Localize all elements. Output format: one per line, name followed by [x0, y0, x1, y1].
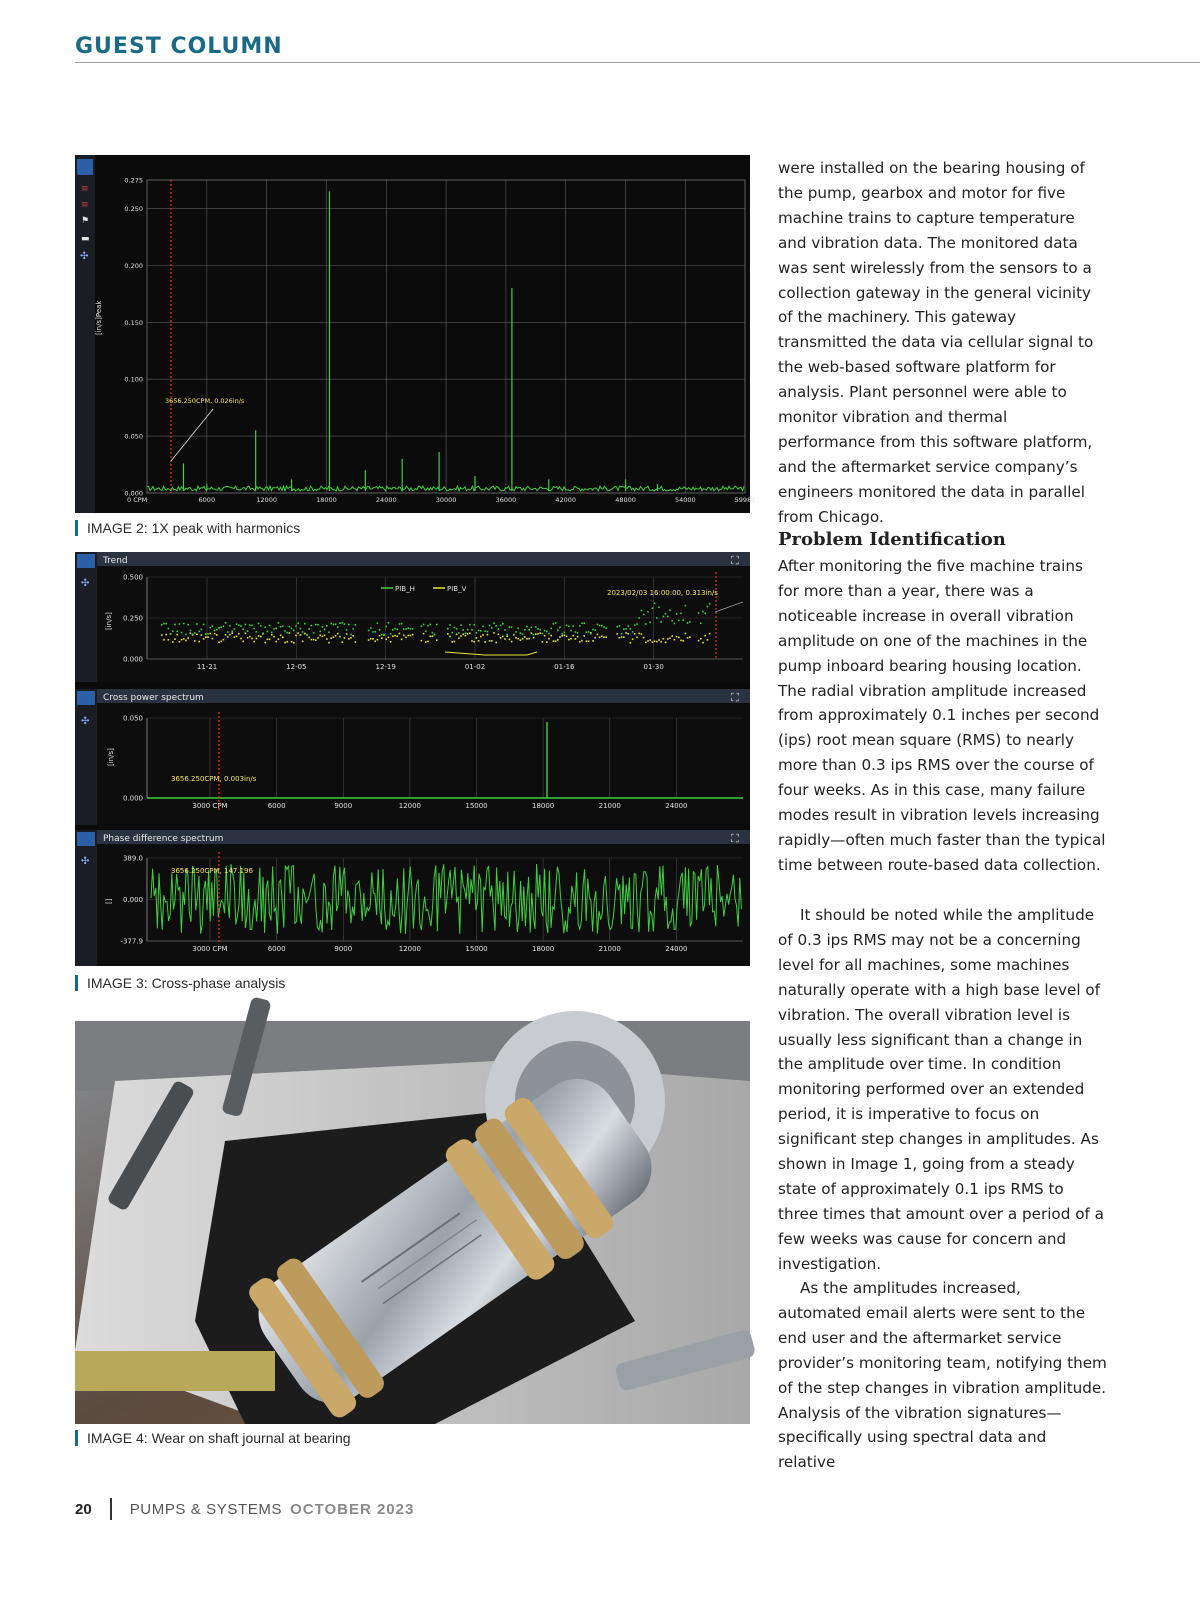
x-tick-label: 24000	[665, 802, 688, 810]
y-tick-label: 0.000	[122, 794, 143, 803]
publication-name: PUMPS & SYSTEMS	[129, 1500, 283, 1518]
y-tick-label: 0.050	[122, 714, 143, 723]
y-tick-label: 0.250	[124, 204, 143, 213]
article-paragraph-4: As the amplitudes increased, automated email alerts were sent to the end user and the aftermarket service provider’s monitoring team, notifying them of the step changes in vibration amplitude. Analysis of the vibration signatures—specifically using spectral data and relative	[778, 1279, 1107, 1472]
x-tick-label: 15000	[465, 802, 488, 810]
y-tick-label: -377.9	[120, 937, 143, 946]
x-tick-label: 12-05	[286, 663, 307, 671]
y-tick-label: 0.250	[122, 614, 143, 623]
figure-3-caption: IMAGE 3: Cross-phase analysis	[75, 975, 285, 991]
panel-menu-button[interactable]	[77, 691, 95, 705]
figure-4-caption: IMAGE 4: Wear on shaft journal at bearing	[75, 1430, 351, 1446]
x-tick-label: 01-30	[643, 663, 664, 671]
phase-diff-panel	[75, 830, 750, 966]
x-tick-label: 21000	[598, 945, 621, 953]
y-tick-label: 0.000	[124, 489, 143, 498]
svg-text:≡: ≡	[81, 200, 89, 210]
phase-cursor-label: 3656.250CPM, 147.196	[171, 867, 253, 875]
trend-cursor-label: 2023/02/03 16:00:00, 0.313in/s	[607, 589, 718, 597]
cross-cursor-label: 3656.250CPM, 0.003in/s	[171, 775, 257, 783]
y-tick-label: 0.100	[124, 375, 143, 384]
y-tick-label: 0.275	[124, 176, 143, 185]
cross-ylabel: [in/s]	[107, 748, 115, 766]
section-label: GUEST COLUMN	[75, 34, 283, 59]
move-icon[interactable]: ✣	[81, 856, 90, 867]
page-footer	[75, 1498, 414, 1520]
x-tick-label: 0 CPM	[127, 496, 148, 504]
x-tick-label: 6000	[267, 802, 286, 810]
x-tick-label: 6000	[198, 496, 216, 504]
expand-icon[interactable]: ⛶	[731, 554, 739, 567]
x-tick-label: 12-19	[375, 663, 396, 671]
footer-divider	[110, 1498, 112, 1520]
x-tick-label: 01-16	[554, 663, 575, 671]
x-tick-label: 59981	[734, 496, 756, 504]
legend-pib-h: PIB_H	[395, 585, 415, 593]
legend-pib-v: PIB_V	[447, 585, 467, 593]
article-subhead: Problem Identification	[778, 529, 1006, 550]
x-tick-label: 12000	[256, 496, 277, 504]
x-tick-label: 3000 CPM	[192, 945, 228, 953]
svg-text:✣: ✣	[80, 251, 89, 262]
figure-3-cross-phase	[75, 552, 750, 966]
x-tick-label: 12000	[398, 945, 422, 953]
issue-date: OCTOBER 2023	[290, 1500, 415, 1518]
shaft-photo	[75, 1021, 750, 1424]
y-tick-label: 0.150	[124, 318, 143, 327]
x-tick-label: 15000	[465, 945, 488, 953]
cross-title: Cross power spectrum	[103, 693, 204, 703]
x-tick-label: 18000	[316, 496, 337, 504]
x-tick-label: 24000	[665, 945, 688, 953]
panel-menu-button[interactable]	[77, 832, 95, 846]
x-tick-label: 36000	[495, 496, 517, 504]
y-tick-label: 0.500	[122, 573, 143, 582]
panel-menu-button[interactable]	[77, 554, 95, 568]
move-icon[interactable]: ✣	[81, 578, 90, 589]
y-tick-label: 0.000	[122, 655, 143, 664]
trend-ylabel: [in/s]	[105, 612, 113, 630]
x-tick-label: 12000	[398, 802, 422, 810]
expand-icon[interactable]: ⛶	[731, 691, 739, 704]
cursor-label: 3656.250CPM, 0.026in/s	[165, 397, 245, 405]
x-tick-label: 24000	[375, 496, 397, 504]
y-tick-label: 0.000	[122, 896, 143, 904]
x-tick-label: 18000	[531, 945, 555, 953]
phase-ylabel: []	[105, 898, 113, 904]
spectrum-chart	[75, 155, 756, 513]
cross-power-panel	[75, 689, 750, 825]
trend-panel	[75, 552, 750, 682]
x-tick-label: 6000	[267, 945, 286, 953]
y-axis-label: [in/s]Peak	[95, 300, 103, 335]
page-number: 20	[75, 1500, 92, 1518]
article-paragraph-2: After monitoring the five machine trains for more than a year, there was a noticeable increase in overall vibration amplitude on one of the machines in the pump inboard bearing housing location. The radial vibration amplitude increased from approximately 0.1 inches per second (ips) root mean square (RMS) to nearly more than 0.3 ips RMS over the course of four weeks. As in this case, many failure modes result in vibration levels increasing rapidly—often much faster than the typical time between route-based data collection.	[778, 557, 1106, 874]
x-tick-label: 9000	[334, 945, 353, 953]
y-tick-label: 0.050	[124, 432, 143, 441]
x-tick-label: 42000	[555, 496, 577, 504]
move-icon[interactable]: ✣	[81, 716, 90, 727]
y-tick-label: 0.200	[124, 261, 143, 270]
figure-4-shaft-photo	[75, 1021, 750, 1424]
svg-text:≡: ≡	[81, 184, 89, 194]
x-tick-label: 11-21	[196, 663, 218, 671]
x-tick-label: 01-02	[464, 663, 486, 671]
x-tick-label: 18000	[531, 802, 555, 810]
x-tick-label: 21000	[598, 802, 621, 810]
x-tick-label: 9000	[334, 802, 353, 810]
svg-text:⚑: ⚑	[81, 216, 90, 226]
figure-2-spectrum	[75, 155, 756, 513]
figure-2-caption: IMAGE 2: 1X peak with harmonics	[75, 520, 300, 536]
trend-title: Trend	[103, 556, 128, 566]
article-paragraph-1: were installed on the bearing housing of the pump, gearbox and motor for five machine trains to capture temperature and vibration data. The monitored data was sent wirelessly from the sensors to a collection gateway in the general vicinity of the machinery. This gateway transmitted the data via cellular signal to the web-based software platform for analysis. Plant personnel were able to monitor vibration and thermal performance from this software platform, and the aftermarket service company’s engineers monitored the data in parallel from Chicago.	[778, 159, 1094, 526]
x-tick-label: 3000 CPM	[192, 802, 228, 810]
x-tick-label: 30000	[435, 496, 457, 504]
expand-icon[interactable]: ⛶	[731, 832, 739, 845]
header-rule	[75, 62, 1200, 63]
x-tick-label: 48000	[615, 496, 636, 504]
svg-text:▬: ▬	[81, 234, 90, 244]
cross-phase-charts	[75, 552, 750, 966]
article-paragraph-3: It should be noted while the amplitude of 0.3 ips RMS may not be a concerning level for all machines, some machines naturally operate with a high base level of vibration. The overall vibration level is usually less significant than a change in the amplitude over time. In condition monitoring performed over an extended period, it is imperative to focus on significant step changes in amplitudes. As shown in Image 1, going from a steady state of approximately 0.1 ips RMS to three times that amount over a period of a few weeks was cause for concern and investigation.	[778, 906, 1104, 1273]
x-tick-label: 54000	[675, 496, 696, 504]
y-tick-label: 389.0	[122, 854, 143, 863]
phase-title: Phase difference spectrum	[103, 834, 224, 844]
